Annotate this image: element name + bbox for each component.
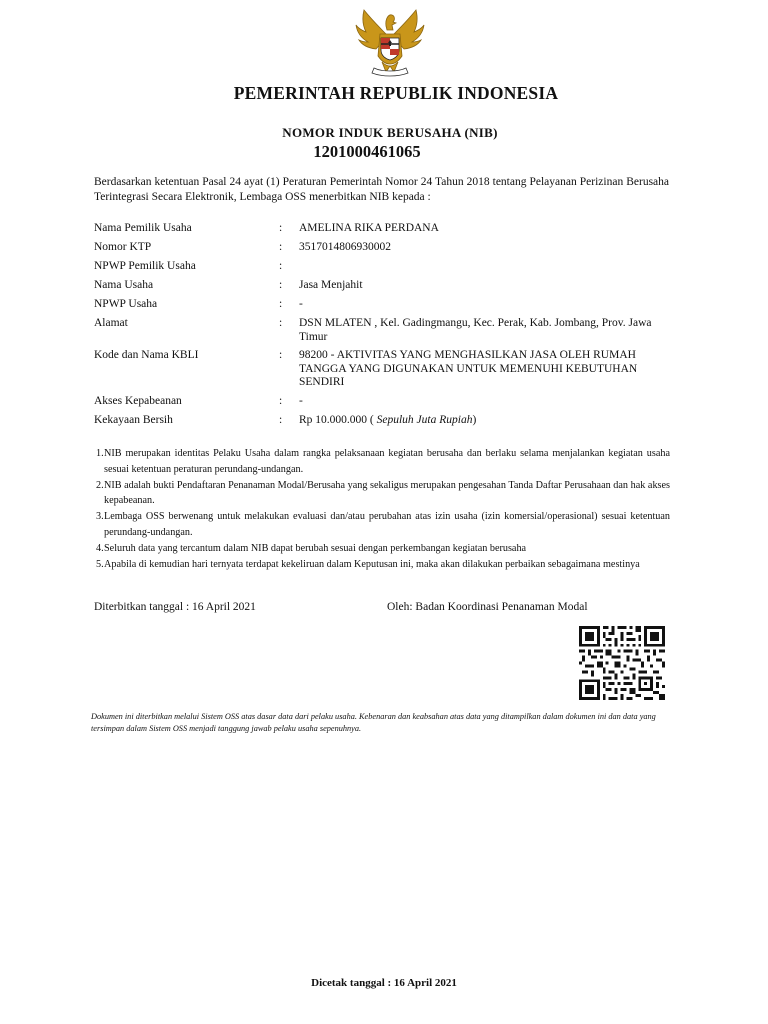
field-separator: :: [279, 317, 283, 329]
field-label: Nama Usaha: [94, 279, 154, 291]
field-label: Nomor KTP: [94, 241, 152, 253]
field-value: DSN MLATEN , Kel. Gadingmangu, Kec. Perak, Kab. Jombang, Prov. Jawa Timur: [299, 317, 652, 343]
field-separator: :: [279, 395, 283, 407]
qr-code-icon: [579, 626, 665, 700]
note-number: 5.: [96, 558, 104, 570]
field-separator: :: [279, 414, 283, 426]
note-text: Apabila di kemudian hari ternyata terdapat kekeliruan dalam Keputusan ini, maka akan dilakukan perbaikan sebagaimana mestinya: [104, 558, 640, 570]
field-value: -: [299, 395, 303, 407]
field-value: AMELINA RIKA PERDANA: [299, 222, 439, 234]
net-worth-words: Sepuluh Juta Rupiah: [376, 414, 473, 426]
nib-number: 1201000461065: [313, 142, 421, 161]
government-title: PEMERINTAH REPUBLIK INDONESIA: [233, 83, 559, 103]
field-label: Kode dan Nama KBLI: [94, 349, 199, 361]
intro-paragraph: Berdasarkan ketentuan Pasal 24 ayat (1) Peraturan Pemerintah Nomor 24 Tahun 2018 tentang Pelayanan Perizinan Berusaha Terintegrasi Secara Elektronik, Lembaga OSS menerbitkan NIB kepada :: [94, 176, 669, 203]
note-item: [94, 509, 670, 541]
note-item: [94, 446, 670, 478]
note-item: [94, 541, 670, 557]
issued-date: Diterbitkan tanggal : 16 April 2021: [94, 601, 256, 613]
field-separator: :: [279, 222, 283, 234]
note-text: Lembaga OSS berwenang untuk melakukan evaluasi dan/atau perubahan atas izin usaha (izin komersial/operasional) sesuai ketentuan perundang-undangan.: [104, 511, 670, 538]
note-item: [94, 478, 670, 510]
note-text: NIB adalah bukti Pendaftaran Penanaman Modal/Berusaha yang sekaligus merupakan pengesahan Tanda Daftar Perusahaan dan hak akses kepabeanan.: [104, 479, 670, 507]
disclaimer-text: Dokumen ini diterbitkan melalui Sistem OSS atas dasar data dari pelaku usaha. Kebenaran dan keabsahan atas data yang ditampilkan dalam dokumen ini dan data yang tersimpan dalam Sistem OSS menjadi tanggung jawab pelaku usaha sepenuhnya.: [91, 712, 656, 733]
field-label: Akses Kepabeanan: [94, 395, 182, 407]
note-number: 3.: [96, 511, 104, 523]
field-label: Alamat: [94, 317, 128, 329]
field-separator: :: [279, 279, 283, 291]
note-text: Seluruh data yang tercantum dalam NIB dapat berubah sesuai dengan perkembangan kegiatan berusaha: [104, 542, 527, 554]
printed-date: Dicetak tanggal : 16 April 2021: [311, 977, 457, 989]
field-value: [299, 414, 671, 428]
field-value: 98200 - AKTIVITAS YANG MENGHASILKAN JASA OLEH RUMAH TANGGA YANG DIGUNAKAN UNTUK MEMENUHI KEBUTUHAN SENDIRI: [299, 349, 638, 388]
note-text: NIB merupakan identitas Pelaku Usaha dalam rangka pelaksanaan kegiatan berusaha dan berlaku selama menjalankan kegiatan usaha sesuai ketentuan peraturan perundang-undangan.: [104, 448, 670, 475]
notes-list: [94, 446, 670, 572]
garuda-emblem-icon: [350, 6, 430, 78]
field-label: NPWP Pemilik Usaha: [94, 260, 196, 272]
field-value: -: [299, 298, 303, 310]
issued-by: Oleh: Badan Koordinasi Penanaman Modal: [387, 601, 588, 613]
document-label: NOMOR INDUK BERUSAHA (NIB): [282, 125, 498, 140]
field-label: Nama Pemilik Usaha: [94, 222, 192, 234]
field-separator: :: [279, 241, 283, 253]
note-item: [94, 557, 670, 573]
note-number: 4.: [96, 542, 104, 554]
field-label: NPWP Usaha: [94, 298, 158, 310]
field-label: Kekayaan Bersih: [94, 414, 173, 426]
field-value: Jasa Menjahit: [299, 279, 363, 291]
field-separator: :: [279, 298, 283, 310]
note-number: 1.: [96, 448, 104, 459]
net-worth-amount: Rp 10.000.000 (: [299, 414, 377, 426]
field-separator: :: [279, 260, 283, 272]
net-worth-close: ): [472, 414, 477, 426]
field-value: 3517014806930002: [299, 241, 391, 253]
field-separator: :: [279, 349, 283, 361]
note-number: 2.: [96, 479, 104, 491]
